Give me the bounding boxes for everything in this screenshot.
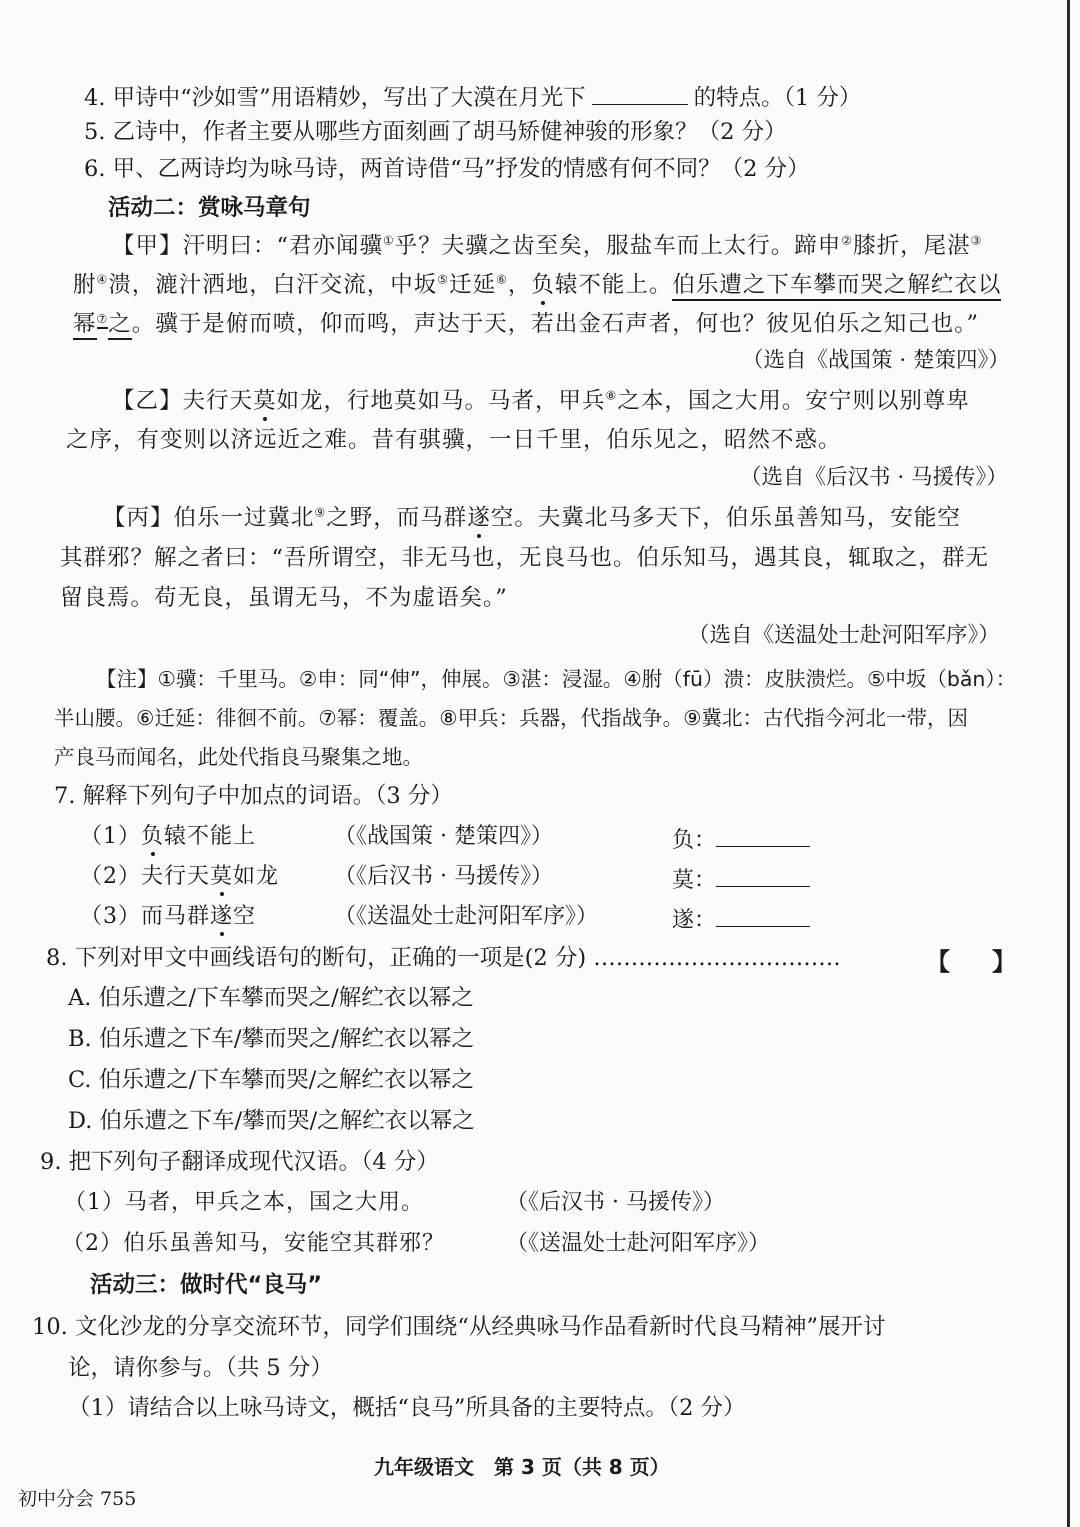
passage-bing-line-1: 【丙】伯乐一过冀北⑨之野，而马群遂空。夫冀北马多天下，伯乐虽善知马，安能空	[103, 505, 961, 531]
answer-blank[interactable]	[592, 80, 688, 105]
q9-item-1-source: （《后汉书 · 马援传》）	[506, 1190, 725, 1215]
underlined-sentence: 伯乐遭之下车攀而哭之解纻衣以	[672, 272, 1001, 301]
q7-item-2-source: （《后汉书 · 马援传》）	[334, 864, 553, 889]
question-9-stem: 9. 把下列句子翻译成现代汉语。（4 分）	[40, 1149, 439, 1175]
page-footer: 九年级语文 第 3 页（共 8 页）	[374, 1455, 670, 1479]
question-8-stem: 8. 下列对甲文中画线语句的断句，正确的一项是(2 分) ……………………………	[46, 945, 841, 971]
q8-option-c[interactable]: C. 伯乐遭之/下车攀而哭/之解纻衣以幂之	[68, 1067, 474, 1093]
activity-3-heading: 活动三：做时代“良马”	[90, 1272, 323, 1298]
watermark-text: 初中分会 755	[18, 1488, 137, 1510]
dotted-word: 莫	[253, 388, 277, 414]
question-10-sub-1: （1）请结合以上咏马诗文，概括“良马”所具备的主要特点。（2 分）	[68, 1395, 746, 1421]
q8-option-d[interactable]: D. 伯乐遭之下车/攀而哭/之解纻衣以幂之	[68, 1108, 475, 1134]
passage-jia-source: （选自《战国策 · 楚策四》）	[742, 348, 1010, 373]
q8-option-a[interactable]: A. 伯乐遭之/下车攀而哭之/解纻衣以幂之	[68, 985, 474, 1011]
question-6: 6. 甲、乙两诗均为咏马诗，两首诗借“马”抒发的情感有何不同？（2 分）	[84, 156, 810, 182]
question-10-line-2: 论，请你参与。（共 5 分）	[68, 1355, 333, 1381]
q7-item-3-answer: 遂：	[672, 902, 810, 936]
passage-bing-line-3: 留良焉。苟无良，虽谓无马，不为虚语矣。”	[60, 585, 508, 611]
dotted-word: 负	[531, 272, 555, 298]
question-7-stem: 7. 解释下列句子中加点的词语。（3 分）	[54, 783, 453, 809]
passage-jia-line-3: 幂⑦之。骥于是俯而喷，仰而鸣，声达于天，若出金石声者，何也？彼见伯乐之知己也。”	[73, 309, 979, 339]
q7-item-1: （1）负辕不能上	[80, 824, 257, 849]
question-5: 5. 乙诗中，作者主要从哪些方面刻画了胡马矫健神骏的形象？（2 分）	[84, 119, 787, 145]
q7-item-2: （2）夫行天莫如龙	[80, 864, 280, 889]
passage-bing-source: （选自《送温处士赴河阳军序》）	[688, 623, 1000, 648]
notes-line-2: 半山腰。⑥迁延：徘徊不前。⑦幂：覆盖。⑧甲兵：兵器，代指战争。⑨冀北：古代指今河北一带，因	[54, 706, 969, 730]
q7-item-1-answer: 负：	[672, 822, 810, 856]
answer-bracket-close[interactable]: 】	[992, 948, 1016, 976]
question-10-line-1: 10. 文化沙龙的分享交流环节，同学们围绕“从经典咏马作品看新时代良马精神”展开讨	[32, 1314, 886, 1340]
notes-line-1: 【注】①骥：千里马。②申：同“伸”，伸展。③湛：浸湿。④胕（fū）溃：皮肤溃烂。⑤中坂（bǎn）：	[96, 667, 1017, 691]
passage-yi-line-1: 【乙】夫行天莫如龙，行地莫如马。马者，甲兵⑧之本，国之大用。安宁则以别尊卑	[112, 388, 970, 414]
q7-item-1-source: （《战国策 · 楚策四》）	[334, 824, 553, 849]
q7-item-3-source: （《送温处士赴河阳军序》）	[334, 904, 599, 929]
question-4: 4. 甲诗中“沙如雪”用语精妙，写出了大漠在月光下 的特点。（1 分）	[84, 80, 861, 113]
answer-blank[interactable]	[716, 822, 810, 847]
q9-item-2-source: （《送温处士赴河阳军序》）	[506, 1231, 771, 1256]
page-edge-line	[1067, 0, 1070, 1527]
passage-yi-source: （选自《后汉书 · 马援传》）	[740, 465, 1008, 490]
q7-item-3: （3）而马群遂空	[80, 904, 257, 929]
passage-jia-line-2: 胕④溃，漉汁洒地，白汗交流，中坂⑤迁延⑥，负辕不能上。伯乐遭之下车攀而哭之解纻衣以	[73, 270, 1001, 300]
answer-bracket-open[interactable]: 【	[926, 948, 950, 976]
passage-jia-line-1: 【甲】汗明曰：“君亦闻骥①乎？夫骥之齿至矣，服盐车而上太行。蹄申②膝折，尾湛③	[112, 233, 983, 259]
dotted-word: 负	[141, 824, 165, 849]
answer-blank[interactable]	[716, 862, 810, 887]
q7-item-2-answer: 莫：	[672, 862, 810, 896]
dotted-word: 遂	[467, 505, 491, 531]
dotted-word: 莫	[210, 864, 234, 889]
q9-item-1: （1）马者，甲兵之本，国之大用。	[64, 1190, 424, 1215]
passage-yi-line-2: 之序，有变则以济远近之难。昔有骐骥，一日千里，伯乐见之，昭然不惑。	[66, 427, 842, 453]
passage-bing-line-2: 其群邪？解之者曰：“吾所谓空，非无马也，无良马也。伯乐知马，遇其良，辄取之，群无	[60, 545, 990, 571]
q9-item-2: （2）伯乐虽善知马，安能空其群邪？	[62, 1231, 445, 1256]
q8-option-b[interactable]: B. 伯乐遭之下车/攀而哭之/解纻衣以幂之	[68, 1026, 475, 1052]
activity-2-heading: 活动二：赏咏马章句	[108, 195, 311, 221]
notes-line-3: 产良马而闻名，此处代指良马聚集之地。	[54, 745, 423, 769]
answer-blank[interactable]	[716, 902, 810, 927]
dotted-word: 遂	[210, 904, 234, 929]
